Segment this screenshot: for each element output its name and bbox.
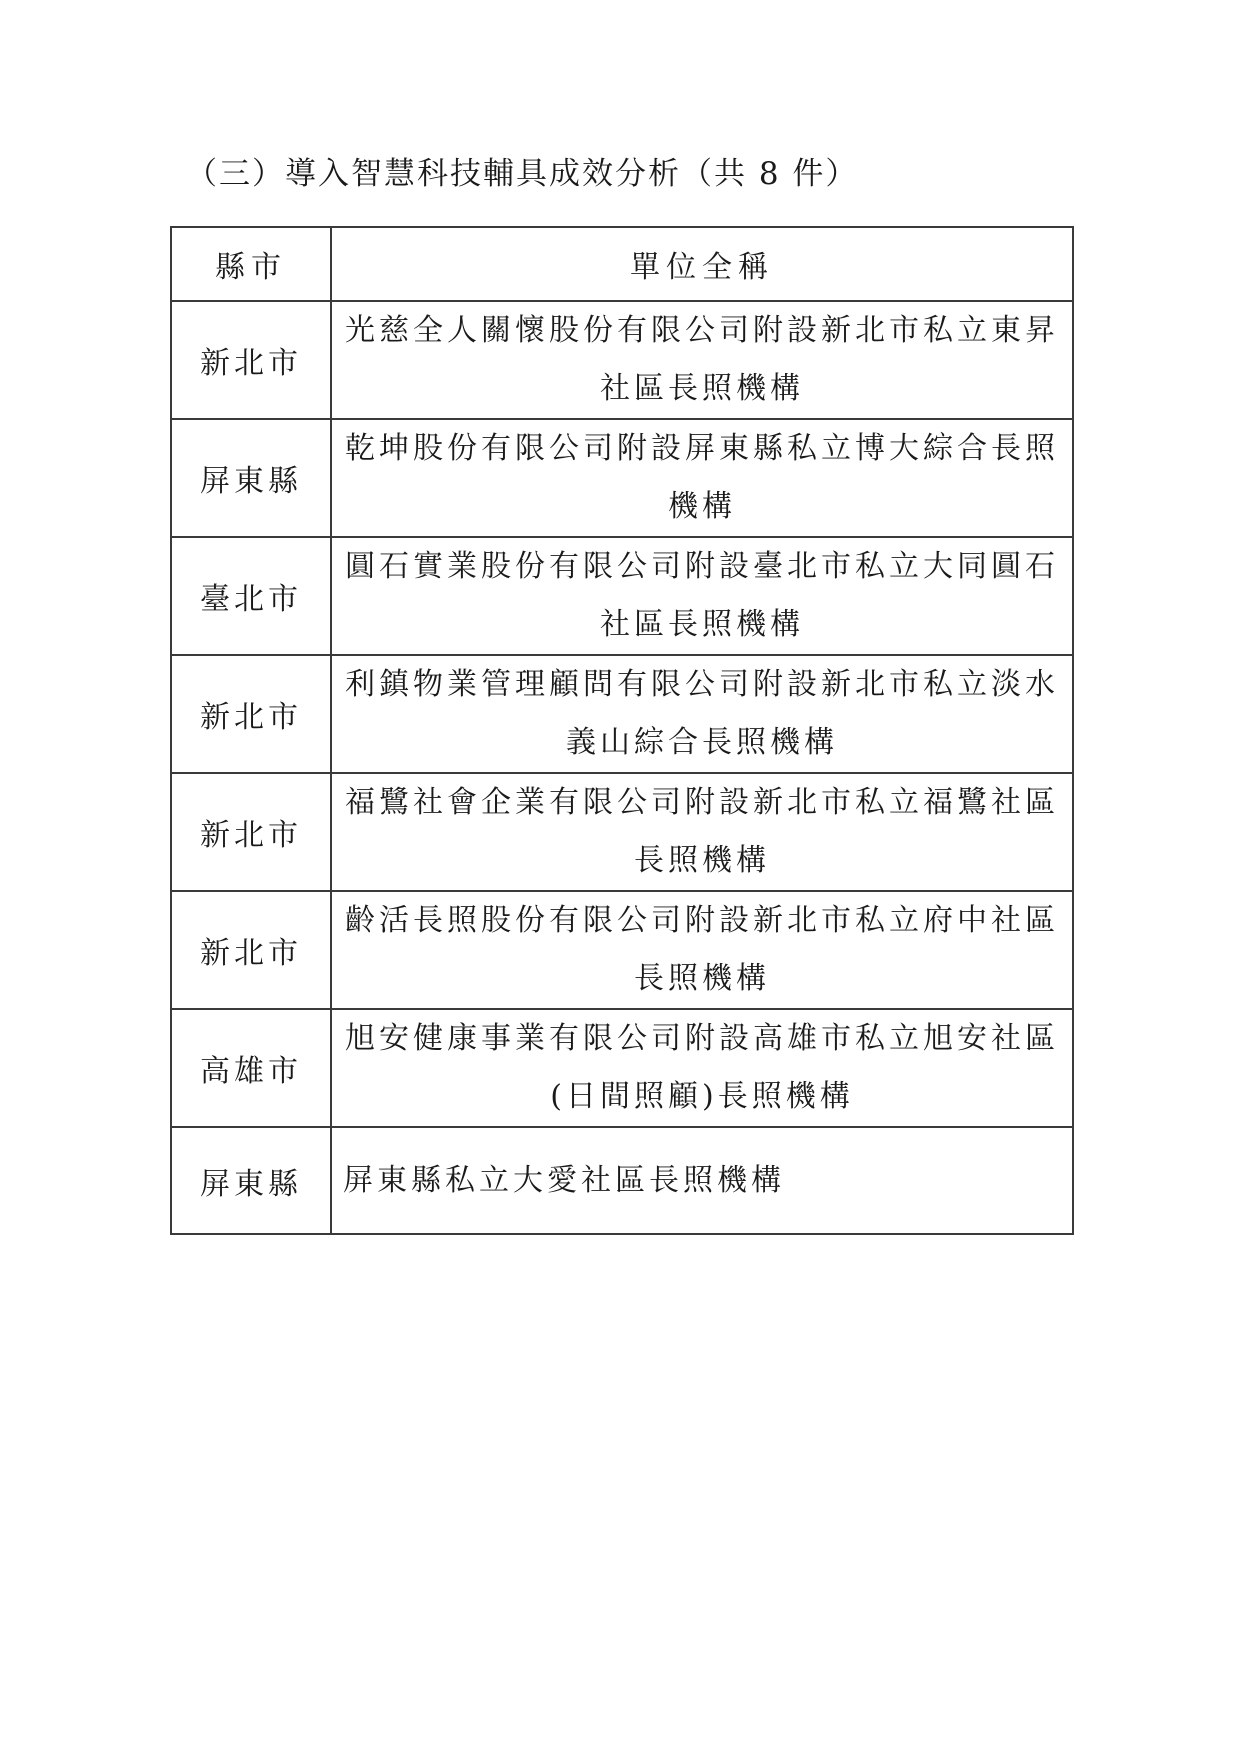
section-title: （三）導入智慧科技輔具成效分析（共 8 件） bbox=[186, 156, 859, 192]
unit-name-cell: 福鷺社會企業有限公司附設新北市私立福鷺社區長照機構 bbox=[331, 773, 1073, 891]
county-cell: 屏東縣 bbox=[171, 419, 331, 537]
table-body bbox=[171, 301, 1073, 1234]
county-cell: 屏東縣 bbox=[171, 1127, 331, 1234]
unit-name-cell: 乾坤股份有限公司附設屏東縣私立博大綜合長照機構 bbox=[331, 419, 1073, 537]
institutions-table bbox=[170, 226, 1074, 1235]
unit-name-cell: 屏東縣私立大愛社區長照機構 bbox=[331, 1127, 1073, 1234]
table-row bbox=[171, 655, 1073, 773]
table-row bbox=[171, 537, 1073, 655]
county-cell: 新北市 bbox=[171, 773, 331, 891]
table-row bbox=[171, 1009, 1073, 1127]
unit-name-cell: 光慈全人關懷股份有限公司附設新北市私立東昇社區長照機構 bbox=[331, 301, 1073, 419]
county-cell: 新北市 bbox=[171, 655, 331, 773]
county-column-header: 縣市 bbox=[171, 227, 331, 301]
table-row bbox=[171, 773, 1073, 891]
unit-name-cell: 旭安健康事業有限公司附設高雄市私立旭安社區(日間照顧)長照機構 bbox=[331, 1009, 1073, 1127]
table-row bbox=[171, 301, 1073, 419]
county-cell: 高雄市 bbox=[171, 1009, 331, 1127]
table-row bbox=[171, 891, 1073, 1009]
county-cell: 新北市 bbox=[171, 301, 331, 419]
county-cell: 臺北市 bbox=[171, 537, 331, 655]
county-cell: 新北市 bbox=[171, 891, 331, 1009]
table-row bbox=[171, 419, 1073, 537]
unit-name-cell: 齡活長照股份有限公司附設新北市私立府中社區長照機構 bbox=[331, 891, 1073, 1009]
unit-name-cell: 圓石實業股份有限公司附設臺北市私立大同圓石社區長照機構 bbox=[331, 537, 1073, 655]
unit-name-cell: 利鎮物業管理顧問有限公司附設新北市私立淡水義山綜合長照機構 bbox=[331, 655, 1073, 773]
unit-column-header: 單位全稱 bbox=[331, 227, 1073, 301]
table-header-row bbox=[171, 227, 1073, 301]
table-row bbox=[171, 1127, 1073, 1234]
